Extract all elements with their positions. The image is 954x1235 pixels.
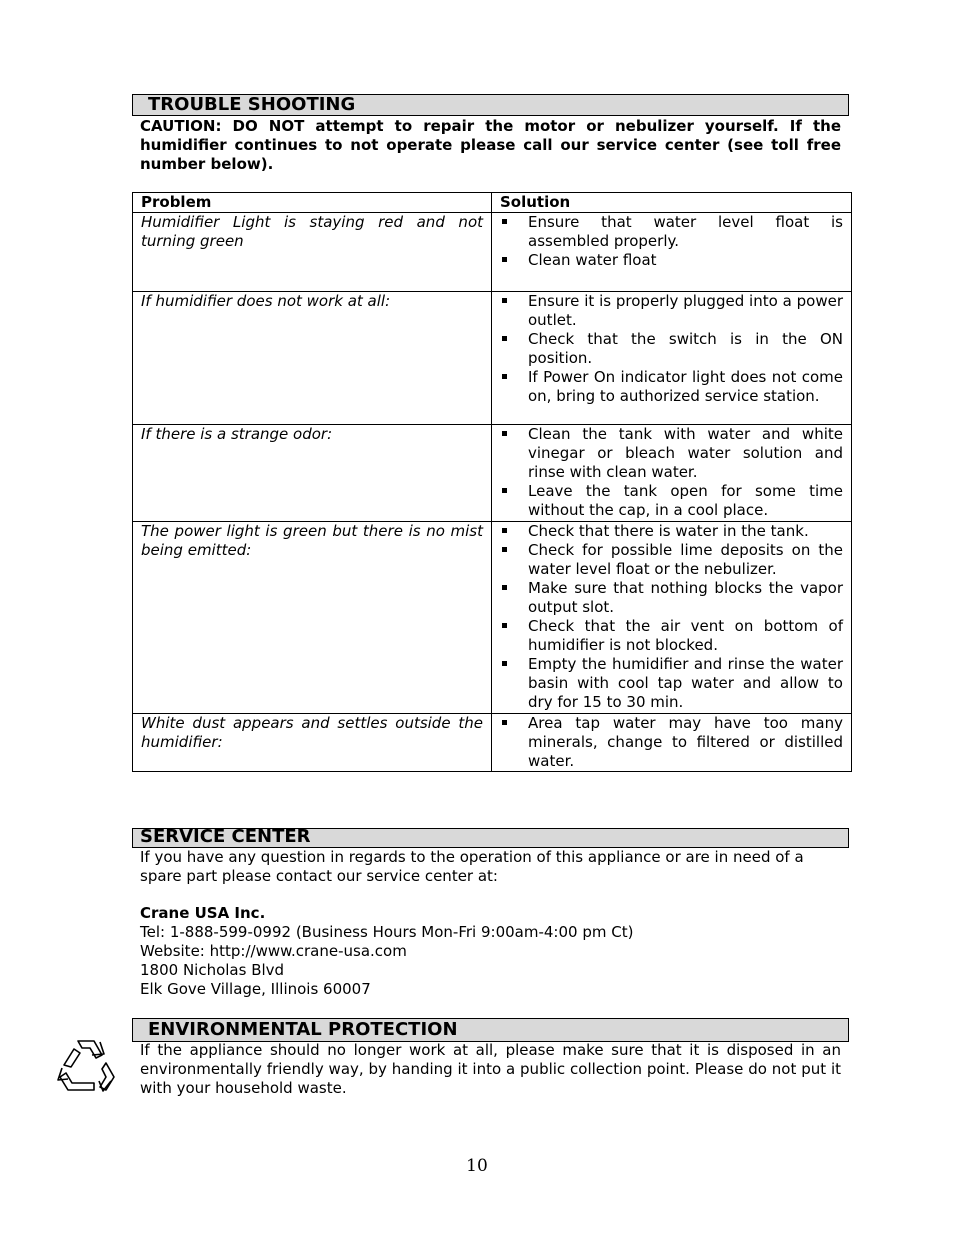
solution-cell — [492, 425, 852, 522]
solution-item — [500, 617, 843, 655]
solution-text: Empty the humidifier and rinse the water basin with cool tap water and allow to dry for 15 to 30 min. — [528, 655, 843, 711]
square-bullet-icon — [502, 720, 507, 725]
solution-text: If Power On indicator light does not come on, bring to authorized service station. — [528, 368, 843, 405]
problem-cell: If humidifier does not work at all: — [133, 292, 492, 425]
solution-cell — [492, 714, 852, 772]
environmental-text: If the appliance should no longer work at all, please make sure that it is disposed in an environmentally friendly way, by handing it into a public collection point. Please do not put it with your household waste. — [140, 1041, 841, 1097]
square-bullet-icon — [502, 374, 507, 379]
solution-text: Check that the air vent on bottom of humidifier is not blocked. — [528, 617, 843, 654]
page-number: 10 — [466, 1156, 488, 1176]
service-intro-text: If you have any question in regards to the operation of this appliance or are in need of a spare part please contact our service center at: — [140, 848, 804, 885]
caution-text: CAUTION: DO NOT attempt to repair the motor or nebulizer yourself. If the humidifier continues to not operate please call our service center (see toll free number below). — [140, 117, 841, 173]
recycle-icon — [56, 1035, 116, 1095]
solution-text: Area tap water may have too many minerals, change to filtered or distilled water. — [528, 714, 843, 770]
square-bullet-icon — [502, 547, 507, 552]
solution-item — [500, 368, 843, 406]
environmental-title: ENVIRONMENTAL PROTECTION — [148, 1019, 458, 1040]
table-row — [133, 714, 852, 772]
square-bullet-icon — [502, 219, 507, 224]
street-address: 1800 Nicholas Blvd — [140, 961, 285, 979]
square-bullet-icon — [502, 488, 507, 493]
square-bullet-icon — [502, 528, 507, 533]
square-bullet-icon — [502, 585, 507, 590]
trouble-shooting-title: TROUBLE SHOOTING — [148, 94, 356, 115]
solution-cell — [492, 522, 852, 714]
city-address: Elk Gove Village, Illinois 60007 — [140, 980, 371, 998]
phone-number: Tel: 1-888-599-0992 (Business Hours Mon-Fri 9:00am-4:00 pm Ct) — [140, 923, 634, 941]
problem-cell: If there is a strange odor: — [133, 425, 492, 522]
solution-item — [500, 292, 843, 330]
solution-text: Check that the switch is in the ON position. — [528, 330, 843, 367]
problem-cell: Humidifier Light is staying red and not turning green — [133, 213, 492, 292]
troubleshooting-table — [132, 192, 852, 772]
solution-list — [500, 425, 843, 520]
problem-column-header: Problem — [133, 193, 492, 213]
solution-text: Leave the tank open for some time without the cap, in a cool place. — [528, 482, 843, 519]
solution-text: Make sure that nothing blocks the vapor output slot. — [528, 579, 843, 616]
solution-list — [500, 292, 843, 406]
solution-text: Ensure it is properly plugged into a power outlet. — [528, 292, 843, 329]
solution-item — [500, 482, 843, 520]
solution-cell — [492, 213, 852, 292]
square-bullet-icon — [502, 336, 507, 341]
service-address-block — [140, 904, 841, 999]
solution-text: Check for possible lime deposits on the water level float or the nebulizer. — [528, 541, 843, 578]
solution-text: Ensure that water level float is assembled properly. — [528, 213, 843, 250]
solution-list — [500, 213, 843, 270]
solution-text: Clean the tank with water and white vinegar or bleach water solution and rinse with clean water. — [528, 425, 843, 481]
table-row — [133, 213, 852, 292]
problem-cell: The power light is green but there is no mist being emitted: — [133, 522, 492, 714]
table-header-row — [133, 193, 852, 213]
solution-list — [500, 522, 843, 712]
website-link[interactable]: Website: http://www.crane-usa.com — [140, 942, 407, 960]
solution-item — [500, 213, 843, 251]
solution-item — [500, 522, 843, 541]
company-name: Crane USA Inc. — [140, 904, 266, 922]
solution-text: Check that there is water in the tank. — [528, 522, 809, 540]
solution-item — [500, 330, 843, 368]
square-bullet-icon — [502, 431, 507, 436]
service-center-title: SERVICE CENTER — [140, 826, 311, 847]
solution-cell — [492, 292, 852, 425]
solution-item — [500, 425, 843, 482]
solution-list — [500, 714, 843, 771]
square-bullet-icon — [502, 623, 507, 628]
table-row — [133, 522, 852, 714]
solution-item — [500, 541, 843, 579]
table-row — [133, 425, 852, 522]
solution-item — [500, 251, 843, 270]
solution-item — [500, 714, 843, 771]
table-row — [133, 292, 852, 425]
square-bullet-icon — [502, 257, 507, 262]
solution-item — [500, 579, 843, 617]
solution-column-header: Solution — [492, 193, 852, 213]
problem-cell: White dust appears and settles outside the humidifier: — [133, 714, 492, 772]
solution-item — [500, 655, 843, 712]
square-bullet-icon — [502, 661, 507, 666]
square-bullet-icon — [502, 298, 507, 303]
solution-text: Clean water float — [528, 251, 657, 269]
